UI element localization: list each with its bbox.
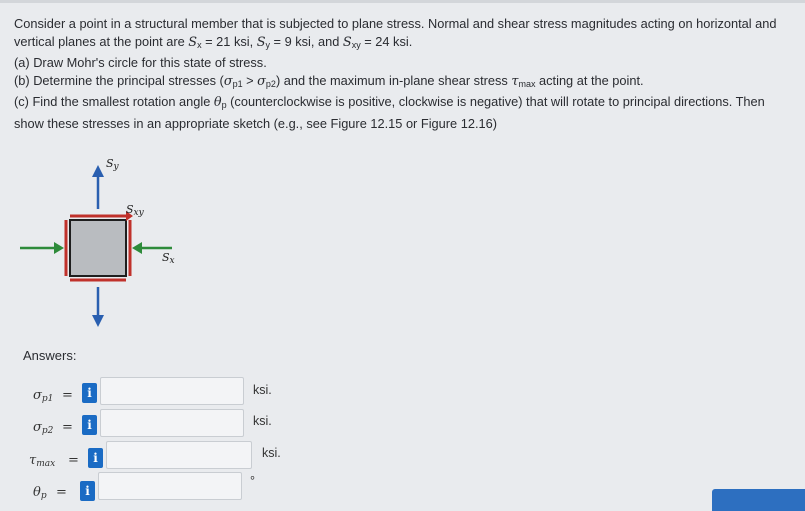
part-c-line-2: show these stresses in an appropriate sketch (e.g., see Figure 12.15 or Figure 12.16) [14,115,497,131]
tau-max-equals: = [68,453,79,468]
part-c: (c) Find the smallest rotation angle $\theta_p$ (counterclockwise is positive, clockwise is negative) that will rotate to principal directions. Then [14,94,765,111]
sigma-p1-symbol: $\sigma_{p1}$ [33,388,54,404]
top-divider [0,0,805,3]
theta-p-symbol: $\theta_p$ [33,485,47,501]
problem-statement [14,15,799,133]
label-sx: $S_x$ [162,251,175,266]
part-b: (b) Determine the principal stresses $(\sigma_{p1} > \sigma_{p2})$ and the maximum in-plane shear stress $\tau_{max}$ acting at the point. [14,72,644,89]
sx-arrowhead-right [132,242,142,254]
theta-p-unit: ° [250,474,255,488]
theta-p-input[interactable] [98,472,242,500]
sy-arrowhead-down [92,315,104,327]
theta-p-info-icon[interactable]: i [80,481,95,501]
sigma-p2-equals: = [62,420,73,435]
sigma-p1-info-icon[interactable]: i [82,383,97,403]
label-sxy: $S_{xy}$ [126,203,144,218]
part-a: (a) Draw Mohr's circle for this state of stress. [14,55,267,71]
tau-max-input[interactable] [106,441,252,469]
sigma-p1-input[interactable] [100,377,244,405]
stress-element-square [70,220,126,276]
sigma-p2-symbol: $\sigma_{p2}$ [33,420,54,436]
problem-line-1: Consider a point in a structural member that is subjected to plane stress. Normal and shear stress magnitudes acting on horizontal and [14,16,777,31]
stress-element-figure [30,155,190,330]
problem-line-2: vertical planes at the point are $S_x = 21$ ksi, $S_y = 9$ ksi, and $S_{xy} = 24$ ksi. [14,33,413,50]
sigma-p1-equals: = [62,388,73,403]
sy-arrowhead-up [92,165,104,177]
label-sy: $S_y$ [106,157,119,172]
tau-max-unit: ksi. [262,446,281,460]
sigma-p2-info-icon[interactable]: i [82,415,97,435]
answers-title: Answers: [23,348,77,363]
tau-max-info-icon[interactable]: i [88,448,103,468]
sigma-p2-input[interactable] [100,409,244,437]
tau-max-symbol: $\tau_{max}$ [29,453,56,469]
theta-p-equals: = [56,485,67,500]
sigma-p2-unit: ksi. [253,414,272,428]
sigma-p1-unit: ksi. [253,383,272,397]
stress-element-diagram [30,155,190,330]
submit-button-partial[interactable] [712,489,805,511]
sx-arrowhead-left [54,242,64,254]
